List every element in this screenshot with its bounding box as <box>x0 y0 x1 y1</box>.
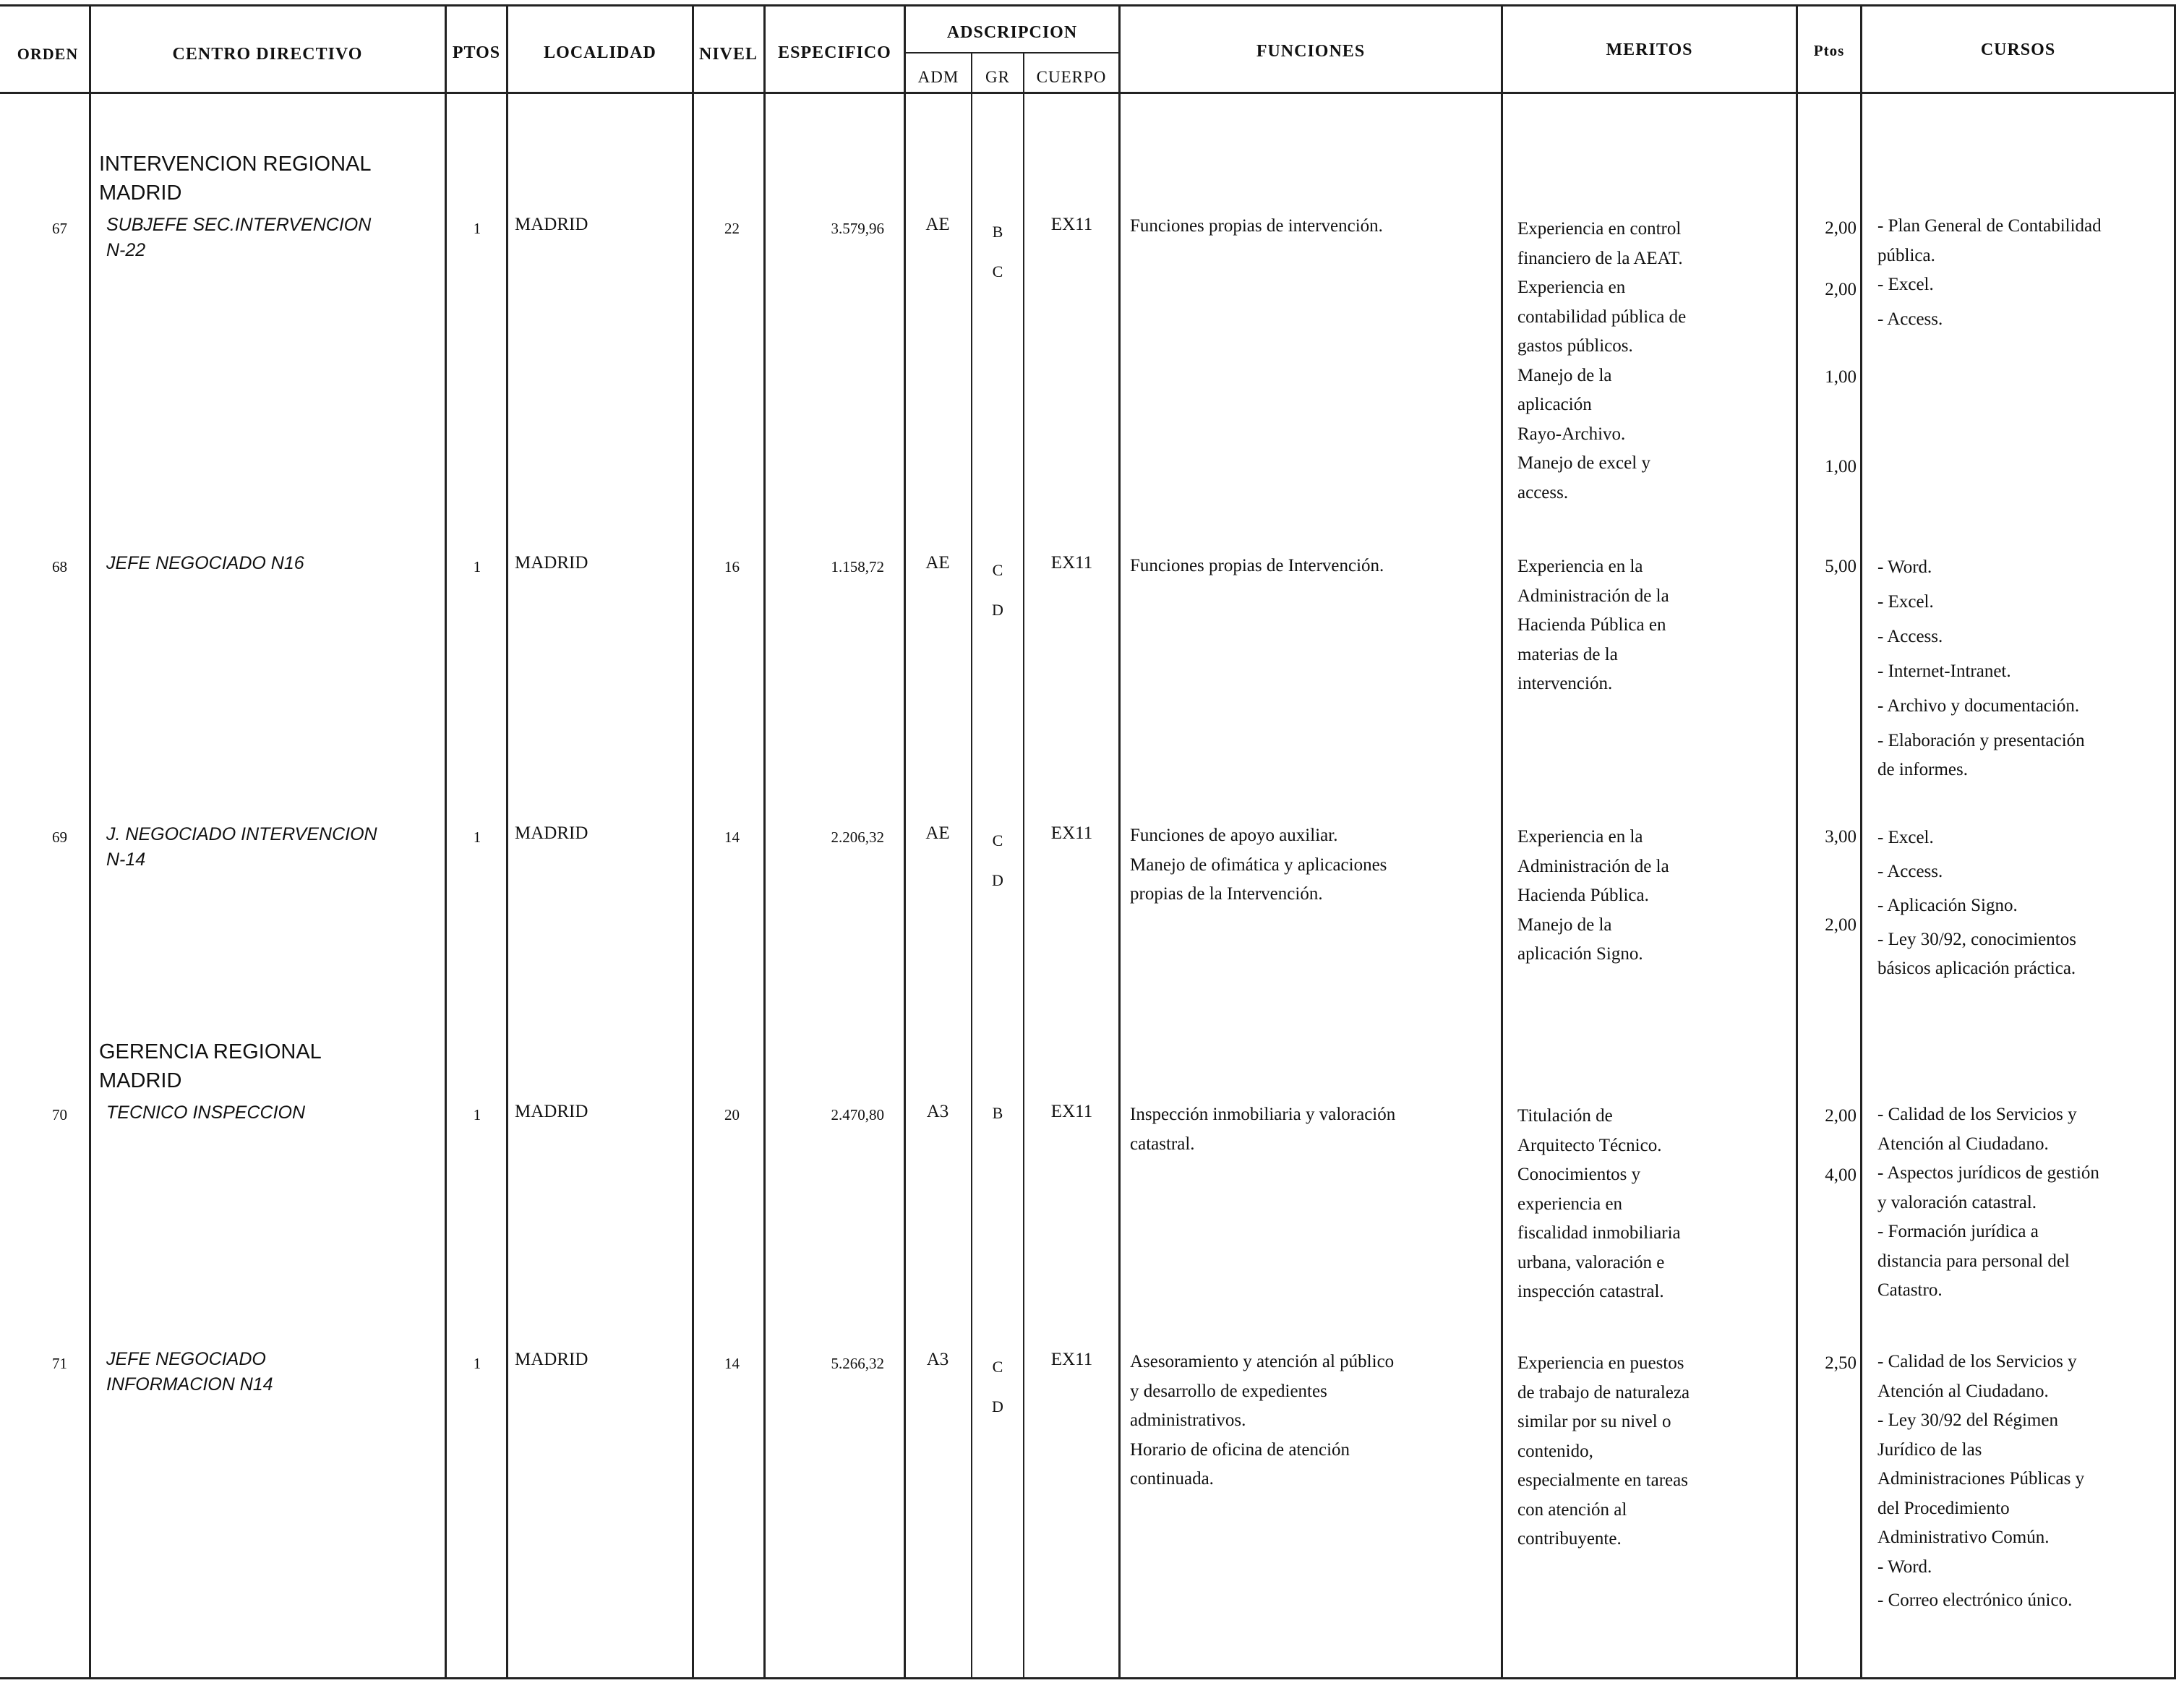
puesto-line: N-14 <box>106 849 146 870</box>
header-funciones: FUNCIONES <box>1256 42 1366 61</box>
cursos-line: - Access. <box>1877 309 1943 329</box>
header-adm: ADM <box>917 68 959 86</box>
cursos-line: Administraciones Públicas y <box>1877 1469 2085 1489</box>
meritos-line: contabilidad pública de <box>1517 307 1687 327</box>
meritos-cell <box>1517 215 1686 508</box>
merito-ptos: 3,00 <box>1825 827 1857 847</box>
meritos-line: contenido, <box>1517 1441 1593 1461</box>
region-title-line: MADRID <box>99 181 182 205</box>
meritos-line: aplicación Signo. <box>1517 944 1643 964</box>
orden-cell: 67 <box>52 220 67 237</box>
orden-cell: 70 <box>52 1106 67 1123</box>
region-title <box>99 1037 322 1095</box>
meritos-cell <box>1517 1102 1681 1307</box>
ptos-cell: 1 <box>473 1355 481 1372</box>
cursos-line: Atención al Ciudadano. <box>1877 1134 2049 1154</box>
puesto-line: INFORMACION N14 <box>106 1374 273 1395</box>
meritos-line: Experiencia en control <box>1517 219 1682 239</box>
meritos-line: similar por su nivel o <box>1517 1412 1671 1431</box>
gr-value: C <box>992 1358 1003 1376</box>
nivel-cell: 22 <box>724 220 740 237</box>
puesto-line: J. NEGOCIADO INTERVENCION <box>106 824 377 844</box>
localidad-cell: MADRID <box>515 215 588 234</box>
cursos-line: Administrativo Común. <box>1877 1528 2050 1547</box>
cursos-line: - Elaboración y presentación <box>1877 731 2085 750</box>
merito-ptos: 2,00 <box>1825 280 1857 299</box>
puesto-line: SUBJEFE SEC.INTERVENCION <box>106 215 372 235</box>
cursos-line: - Formación jurídica a <box>1877 1222 2039 1241</box>
region-title-line: MADRID <box>99 1069 182 1092</box>
header-gr: GR <box>985 68 1010 86</box>
cursos-line: - Ley 30/92 del Régimen <box>1877 1410 2058 1430</box>
merito-ptos: 2,00 <box>1825 1106 1857 1126</box>
cursos-cell <box>1877 212 2102 334</box>
funciones-line: Funciones propias de Intervención. <box>1130 556 1384 575</box>
meritos-line: con atención al <box>1517 1499 1627 1520</box>
ptos-cell: 1 <box>473 828 481 846</box>
meritos-line: intervención. <box>1517 674 1613 693</box>
puesto-cell <box>106 822 377 873</box>
col-divider <box>2174 4 2176 1679</box>
gr-value: B <box>992 223 1003 241</box>
cursos-line: del Procedimiento <box>1877 1498 2010 1518</box>
gr-cell <box>972 1099 1023 1129</box>
meritos-line: Conocimientos y <box>1517 1165 1641 1184</box>
merito-ptos: 2,50 <box>1825 1353 1857 1373</box>
cursos-line: - Plan General de Contabilidad <box>1877 216 2102 236</box>
funciones-cell <box>1130 212 1383 241</box>
ptos-cell: 1 <box>473 220 481 237</box>
col-divider <box>1023 53 1024 1679</box>
header-ptos: PTOS <box>452 43 501 62</box>
puesto-cell <box>106 213 371 263</box>
meritos-line: financiero de la AEAT. <box>1517 248 1683 268</box>
funciones-cell <box>1130 552 1384 581</box>
meritos-cell <box>1517 823 1669 969</box>
meritos-line: Experiencia en la <box>1517 557 1643 576</box>
cursos-line: - Aspectos jurídicos de gestión <box>1877 1163 2099 1183</box>
cursos-line: - Archivo y documentación. <box>1877 696 2080 716</box>
header-nivel: NIVEL <box>698 45 758 64</box>
merito-ptos: 2,00 <box>1825 915 1857 935</box>
funciones-line: continuada. <box>1130 1469 1214 1489</box>
funciones-line: Inspección inmobiliaria y valoración <box>1130 1105 1396 1124</box>
col-divider <box>89 4 91 1679</box>
cursos-line: Catastro. <box>1877 1280 1943 1300</box>
adm-cell: AE <box>925 553 950 573</box>
col-divider <box>1501 4 1503 1679</box>
merito-ptos: 4,00 <box>1825 1165 1857 1185</box>
cursos-cell <box>1877 550 2085 787</box>
cursos-line: Jurídico de las <box>1877 1439 1982 1460</box>
puesto-line: JEFE NEGOCIADO N16 <box>106 553 304 573</box>
meritos-line: gastos públicos. <box>1517 336 1633 356</box>
cursos-cell <box>1877 821 2076 985</box>
funciones-line: Funciones propias de intervención. <box>1130 216 1383 236</box>
especifico-cell: 2.470,80 <box>831 1106 884 1123</box>
meritos-line: Hacienda Pública. <box>1517 886 1649 905</box>
orden-cell: 68 <box>52 558 67 575</box>
meritos-line: inspección catastral. <box>1517 1282 1664 1301</box>
meritos-line: Titulación de <box>1517 1106 1613 1126</box>
meritos-line: access. <box>1517 482 1569 502</box>
meritos-line: Experiencia en <box>1517 278 1626 297</box>
orden-cell: 69 <box>52 828 67 846</box>
funciones-line: Asesoramiento y atención al público <box>1130 1352 1395 1371</box>
cursos-line: - Word. <box>1877 1556 1932 1577</box>
cuerpo-cell: EX11 <box>1050 553 1093 573</box>
table-top-border <box>0 4 2176 7</box>
col-divider <box>904 4 906 1679</box>
funciones-line: Manejo de ofimática y aplicaciones <box>1130 855 1387 875</box>
nivel-cell: 14 <box>724 828 740 846</box>
header-meritos: MERITOS <box>1606 40 1693 59</box>
cuerpo-cell: EX11 <box>1050 1102 1093 1121</box>
header-localidad: LOCALIDAD <box>544 43 656 62</box>
cursos-line: distancia para personal del <box>1877 1251 2070 1271</box>
region-title-line: INTERVENCION REGIONAL <box>99 153 372 176</box>
localidad-cell: MADRID <box>515 1350 588 1369</box>
meritos-line: Administración de la <box>1517 856 1669 876</box>
gr-value: D <box>992 871 1003 889</box>
especifico-cell: 1.158,72 <box>831 558 884 575</box>
meritos-cell <box>1517 1349 1690 1554</box>
col-divider <box>1860 4 1862 1679</box>
header-centro-directivo: CENTRO DIRECTIVO <box>172 45 363 64</box>
funciones-line: Funciones de apoyo auxiliar. <box>1130 826 1338 845</box>
header-cursos: CURSOS <box>1980 40 2056 59</box>
meritos-line: Arquitecto Técnico. <box>1517 1135 1662 1155</box>
funciones-cell <box>1130 821 1387 909</box>
funciones-line: Horario de oficina de atención <box>1130 1439 1350 1460</box>
puesto-line: TECNICO INSPECCION <box>106 1102 306 1123</box>
header-cuerpo: CUERPO <box>1036 68 1107 86</box>
header-ptos-meritos: Ptos <box>1813 42 1845 59</box>
cursos-line: - Ley 30/92, conocimientos <box>1877 930 2076 949</box>
orden-cell: 71 <box>52 1355 67 1372</box>
meritos-line: Manejo de la <box>1517 915 1612 935</box>
gr-cell <box>972 212 1023 291</box>
cuerpo-cell: EX11 <box>1050 1350 1093 1369</box>
cuerpo-cell: EX11 <box>1050 823 1093 843</box>
meritos-cell <box>1517 552 1669 699</box>
ptos-cell: 1 <box>473 1106 481 1123</box>
gr-value: C <box>992 561 1003 579</box>
merito-ptos: 5,00 <box>1825 557 1857 576</box>
adm-cell: A3 <box>926 1102 949 1121</box>
gr-value: D <box>992 601 1003 619</box>
meritos-line: Experiencia en la <box>1517 827 1643 847</box>
cursos-cell <box>1877 1348 2084 1616</box>
meritos-line: de trabajo de naturaleza <box>1517 1382 1690 1402</box>
meritos-line: fiscalidad inmobiliaria <box>1517 1223 1681 1243</box>
col-divider <box>445 4 447 1679</box>
puesto-line: JEFE NEGOCIADO <box>106 1349 266 1369</box>
meritos-line: materias de la <box>1517 644 1618 664</box>
meritos-line: Manejo de la <box>1517 365 1612 385</box>
col-divider <box>763 4 766 1679</box>
localidad-cell: MADRID <box>515 553 588 573</box>
adm-cell: A3 <box>926 1350 949 1369</box>
especifico-cell: 2.206,32 <box>831 828 884 846</box>
ptos-cell: 1 <box>473 558 481 575</box>
col-divider <box>506 4 508 1679</box>
funciones-line: administrativos. <box>1130 1410 1246 1430</box>
header-orden: ORDEN <box>17 45 79 63</box>
cursos-line: básicos aplicación práctica. <box>1877 959 2076 978</box>
meritos-line: contribuyente. <box>1517 1529 1622 1549</box>
col-divider <box>1118 4 1121 1679</box>
nivel-cell: 16 <box>724 558 740 575</box>
meritos-line: Rayo-Archivo. <box>1517 424 1626 444</box>
puesto-line: N-22 <box>106 240 146 260</box>
gr-cell <box>972 1347 1023 1426</box>
cursos-line: - Access. <box>1877 862 1943 881</box>
gr-value: B <box>992 1104 1003 1122</box>
meritos-line: urbana, valoración e <box>1517 1252 1665 1272</box>
adm-cell: AE <box>925 823 950 843</box>
meritos-line: Manejo de excel y <box>1517 453 1650 473</box>
cursos-line: - Calidad de los Servicios y <box>1877 1352 2077 1371</box>
cuerpo-cell: EX11 <box>1050 215 1093 234</box>
especifico-cell: 3.579,96 <box>831 220 884 237</box>
cursos-line: - Internet-Intranet. <box>1877 661 2011 681</box>
merito-ptos: 1,00 <box>1825 367 1857 387</box>
funciones-line: catastral. <box>1130 1134 1195 1154</box>
cursos-line: Atención al Ciudadano. <box>1877 1381 2049 1401</box>
cursos-cell <box>1877 1100 2099 1306</box>
gr-cell <box>972 821 1023 900</box>
cursos-line: - Calidad de los Servicios y <box>1877 1105 2077 1124</box>
region-title-line: GERENCIA REGIONAL <box>99 1040 322 1063</box>
cursos-line: - Excel. <box>1877 592 1934 612</box>
adm-cell: AE <box>925 215 950 234</box>
cursos-line: - Excel. <box>1877 275 1934 294</box>
merito-ptos: 1,00 <box>1825 457 1857 476</box>
cursos-line: y valoración catastral. <box>1877 1192 2037 1212</box>
cursos-line: - Aplicación Signo. <box>1877 896 2018 915</box>
table-bottom-border <box>0 1677 2176 1679</box>
gr-value: C <box>992 262 1003 280</box>
meritos-line: Administración de la <box>1517 586 1669 606</box>
nivel-cell: 20 <box>724 1106 740 1123</box>
cursos-line: - Word. <box>1877 557 1932 577</box>
gr-value: C <box>992 831 1003 849</box>
meritos-line: experiencia en <box>1517 1194 1623 1214</box>
cursos-line: - Excel. <box>1877 828 1934 847</box>
especifico-cell: 5.266,32 <box>831 1355 884 1372</box>
funciones-line: propias de la Intervención. <box>1130 884 1323 904</box>
puesto-cell <box>106 1100 305 1126</box>
meritos-line: aplicación <box>1517 395 1592 414</box>
adscripcion-divider <box>904 52 1118 53</box>
funciones-cell <box>1130 1100 1395 1159</box>
localidad-cell: MADRID <box>515 823 588 843</box>
cursos-line: - Access. <box>1877 627 1943 646</box>
meritos-line: Experiencia en puestos <box>1517 1353 1684 1373</box>
localidad-cell: MADRID <box>515 1102 588 1121</box>
merito-ptos: 2,00 <box>1825 218 1857 238</box>
region-title <box>99 150 372 207</box>
cursos-line: de informes. <box>1877 760 1968 779</box>
header-adscripcion: ADSCRIPCION <box>946 23 1078 42</box>
gr-cell <box>972 550 1023 630</box>
col-divider <box>692 4 694 1679</box>
funciones-line: y desarrollo de expedientes <box>1130 1381 1327 1401</box>
nivel-cell: 14 <box>724 1355 740 1372</box>
gr-value: D <box>992 1397 1003 1416</box>
meritos-line: Hacienda Pública en <box>1517 615 1666 635</box>
meritos-line: especialmente en tareas <box>1517 1470 1688 1490</box>
header-bottom-border <box>0 92 2176 94</box>
funciones-cell <box>1130 1348 1394 1494</box>
header-especifico: ESPECIFICO <box>778 43 891 62</box>
cursos-line: pública. <box>1877 245 1935 265</box>
puesto-cell <box>106 1347 273 1397</box>
puesto-cell <box>106 551 304 576</box>
cursos-line: - Correo electrónico único. <box>1877 1590 2073 1610</box>
